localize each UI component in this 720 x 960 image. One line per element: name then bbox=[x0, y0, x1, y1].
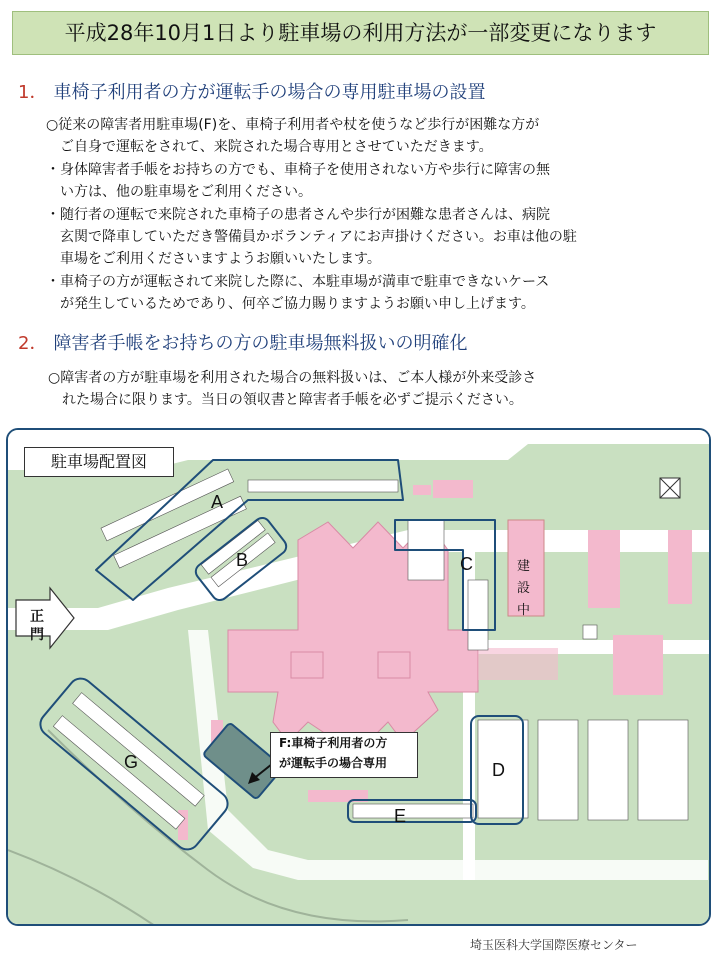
parking-map bbox=[6, 428, 711, 926]
lot-label-e: E bbox=[394, 806, 407, 826]
reserved-lot-callout bbox=[270, 732, 418, 778]
parking-row bbox=[588, 720, 628, 820]
section1-heading bbox=[18, 78, 485, 104]
lot-label-d: D bbox=[492, 760, 505, 780]
building-small bbox=[433, 480, 473, 498]
parking-row bbox=[468, 580, 488, 650]
section1-line: が発生しているためであり、何卒ご協力賜りますようお願い申し上げます。 bbox=[60, 296, 535, 312]
parking-row bbox=[583, 625, 597, 639]
building-east bbox=[588, 530, 620, 608]
map-legend: 駐車場配置図 bbox=[24, 447, 174, 477]
section1-line: ご自身で運転をされて、来院された場合専用とさせていただきます。 bbox=[60, 139, 493, 155]
section1-line: い方は、他の駐車場をご利用ください。 bbox=[60, 184, 312, 200]
lot-label-g: G bbox=[124, 752, 139, 772]
page-title: 平成28年10月1日より駐車場の利用方法が一部変更になります bbox=[12, 11, 709, 55]
lot-label-a: A bbox=[211, 492, 224, 512]
parking-row bbox=[248, 480, 398, 492]
section1-line: ・身体障害者手帳をお持ちの方でも、車椅子を使用されない方や歩行に障害の無 bbox=[46, 162, 550, 178]
section1-number: 1． bbox=[18, 82, 48, 103]
section1-line: ・随行者の運転で来院された車椅子の患者さんや歩行が困難な患者さんは、病院 bbox=[46, 207, 550, 223]
lot-label-b: B bbox=[236, 550, 249, 570]
section2-line: ○障害者の方が駐車場を利用された場合の無料扱いは、ご本人様が外来受診さ bbox=[48, 370, 537, 386]
building-east bbox=[613, 635, 663, 695]
footer-organization: 埼玉医科大学国際医療センター bbox=[470, 938, 638, 952]
construction-label: 建設中 bbox=[517, 559, 531, 618]
section1-heading-text: 車椅子利用者の方が運転手の場合の専用駐車場の設置 bbox=[53, 82, 486, 103]
section2-heading bbox=[18, 329, 467, 355]
building-small bbox=[413, 485, 431, 495]
parking-row bbox=[353, 804, 473, 818]
callout-line: F:車椅子利用者の方 bbox=[279, 736, 388, 750]
building-east bbox=[478, 648, 558, 680]
section2-number: 2． bbox=[18, 333, 48, 354]
parking-row bbox=[538, 720, 578, 820]
map-drawing bbox=[8, 430, 711, 926]
section2-heading-text: 障害者手帳をお持ちの方の駐車場無料扱いの明確化 bbox=[53, 333, 468, 354]
section1-line: ・車椅子の方が運転されて来院した際に、本駐車場が満車で駐車できないケース bbox=[46, 274, 550, 290]
section1-line: 車場をご利用くださいますようお願いいたします。 bbox=[60, 251, 381, 267]
parking-row bbox=[638, 720, 688, 820]
section2-line: れた場合に限ります。当日の領収書と障害者手帳を必ずご提示ください。 bbox=[62, 392, 523, 408]
lot-label-c: C bbox=[460, 554, 473, 574]
callout-line: が運転手の場合専用 bbox=[279, 756, 388, 770]
main-gate-label: 正門 bbox=[30, 609, 44, 643]
section1-line: ○従来の障害者用駐車場(F)を、車椅子利用者や杖を使うなど歩行が困難な方が bbox=[46, 117, 540, 133]
building-east bbox=[668, 530, 692, 604]
section1-line: 玄関で降車していただき警備員かボランティアにお声掛けください。お車は他の駐 bbox=[60, 229, 577, 245]
